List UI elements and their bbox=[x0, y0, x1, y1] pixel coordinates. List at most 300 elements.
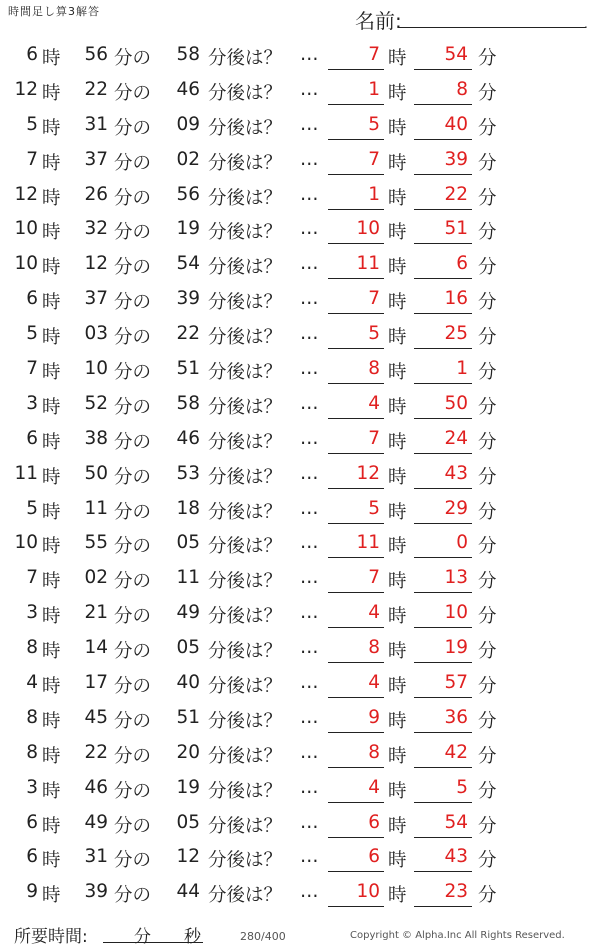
ellipsis: … bbox=[300, 532, 319, 554]
answer-minute: 23 bbox=[444, 881, 468, 903]
problem-row bbox=[0, 736, 600, 771]
added-minutes: 53 bbox=[176, 462, 200, 484]
minutes-after-label: 分後は？ bbox=[208, 292, 283, 314]
minutes-after-label: 分後は？ bbox=[208, 222, 283, 244]
answer-minute-label: 分 bbox=[478, 222, 497, 244]
answer-hour-label: 時 bbox=[388, 362, 407, 384]
added-minutes: 02 bbox=[176, 148, 200, 170]
minute-of-label: 分の bbox=[114, 82, 152, 104]
hour-label: 時 bbox=[42, 82, 61, 104]
answer-minute: 42 bbox=[444, 741, 468, 763]
answer-hour-line bbox=[328, 348, 384, 349]
hour-label: 時 bbox=[42, 536, 61, 558]
answer-hour: 6 bbox=[368, 811, 380, 833]
hour-label: 時 bbox=[42, 222, 61, 244]
minute-of-label: 分の bbox=[114, 571, 152, 593]
answer-hour-line bbox=[328, 488, 384, 489]
added-minutes: 51 bbox=[176, 706, 200, 728]
answer-hour-line bbox=[328, 906, 384, 907]
ellipsis: … bbox=[300, 392, 319, 414]
answer-minute-label: 分 bbox=[478, 117, 497, 139]
start-minute: 49 bbox=[84, 811, 108, 833]
answer-minute-label: 分 bbox=[478, 536, 497, 558]
problem-row bbox=[0, 561, 600, 596]
answer-minute-line bbox=[414, 557, 472, 558]
start-hour: 3 bbox=[26, 776, 38, 798]
start-minute: 12 bbox=[84, 253, 108, 275]
answer-hour-label: 時 bbox=[388, 501, 407, 523]
start-minute: 37 bbox=[84, 288, 108, 310]
answer-minute: 25 bbox=[444, 323, 468, 345]
answer-hour: 9 bbox=[368, 706, 380, 728]
minutes-after-label: 分後は？ bbox=[208, 571, 283, 593]
answer-minute-line bbox=[414, 767, 472, 768]
ellipsis: … bbox=[300, 567, 319, 589]
start-minute: 11 bbox=[84, 497, 108, 519]
answer-minute: 40 bbox=[444, 113, 468, 135]
answer-minute-line bbox=[414, 837, 472, 838]
start-minute: 21 bbox=[84, 602, 108, 624]
minute-of-label: 分の bbox=[114, 152, 152, 174]
minute-of-label: 分の bbox=[114, 396, 152, 418]
start-minute: 56 bbox=[84, 44, 108, 65]
answer-hour: 11 bbox=[356, 532, 380, 554]
minutes-after-label: 分後は？ bbox=[208, 710, 283, 732]
minutes-after-label: 分後は？ bbox=[208, 82, 283, 104]
start-minute: 02 bbox=[84, 567, 108, 589]
answer-hour: 7 bbox=[368, 44, 380, 65]
answer-minute-line bbox=[414, 732, 472, 733]
answer-hour: 10 bbox=[356, 881, 380, 903]
hour-label: 時 bbox=[42, 327, 61, 349]
name-dot: . bbox=[584, 17, 588, 31]
minutes-after-label: 分後は？ bbox=[208, 466, 283, 488]
answer-minute: 1 bbox=[456, 358, 468, 380]
problem-row bbox=[0, 771, 600, 806]
answer-hour-line bbox=[328, 383, 384, 384]
problem-row bbox=[0, 178, 600, 213]
added-minutes: 40 bbox=[176, 672, 200, 694]
problem-row bbox=[0, 806, 600, 841]
answer-minute: 43 bbox=[444, 462, 468, 484]
hour-label: 時 bbox=[42, 885, 61, 907]
problem-row bbox=[0, 526, 600, 561]
start-hour: 9 bbox=[26, 881, 38, 903]
name-label: 名前: bbox=[355, 9, 402, 33]
answer-hour: 5 bbox=[368, 113, 380, 135]
problem-row bbox=[0, 247, 600, 282]
minute-of-label: 分の bbox=[114, 257, 152, 279]
problem-row bbox=[0, 73, 600, 108]
added-minutes: 11 bbox=[176, 567, 200, 589]
added-minutes: 58 bbox=[176, 392, 200, 414]
answer-hour-label: 時 bbox=[388, 641, 407, 663]
answer-minute-label: 分 bbox=[478, 780, 497, 802]
start-hour: 12 bbox=[14, 183, 38, 205]
problem-row bbox=[0, 875, 600, 910]
minute-of-label: 分の bbox=[114, 606, 152, 628]
minute-of-label: 分の bbox=[114, 48, 152, 69]
answer-hour-line bbox=[328, 627, 384, 628]
answer-minute-line bbox=[414, 313, 472, 314]
answer-minute-label: 分 bbox=[478, 396, 497, 418]
start-minute: 31 bbox=[84, 113, 108, 135]
answer-hour: 5 bbox=[368, 497, 380, 519]
start-hour: 5 bbox=[26, 113, 38, 135]
answer-hour-label: 時 bbox=[388, 606, 407, 628]
start-minute: 03 bbox=[84, 323, 108, 345]
start-hour: 3 bbox=[26, 602, 38, 624]
minutes-after-label: 分後は？ bbox=[208, 48, 283, 69]
minute-of-label: 分の bbox=[114, 362, 152, 384]
ellipsis: … bbox=[300, 323, 319, 345]
ellipsis: … bbox=[300, 672, 319, 694]
minute-of-label: 分の bbox=[114, 676, 152, 698]
start-minute: 55 bbox=[84, 532, 108, 554]
minutes-after-label: 分後は？ bbox=[208, 676, 283, 698]
answer-hour: 11 bbox=[356, 253, 380, 275]
hour-label: 時 bbox=[42, 292, 61, 314]
ellipsis: … bbox=[300, 44, 319, 65]
start-minute: 50 bbox=[84, 462, 108, 484]
answer-minute: 0 bbox=[456, 532, 468, 554]
answer-hour-line bbox=[328, 313, 384, 314]
problem-row bbox=[0, 701, 600, 736]
answer-hour: 7 bbox=[368, 148, 380, 170]
start-minute: 39 bbox=[84, 881, 108, 903]
minutes-after-label: 分後は？ bbox=[208, 780, 283, 802]
answer-minute-line bbox=[414, 348, 472, 349]
answer-minute: 19 bbox=[444, 637, 468, 659]
answer-minute: 36 bbox=[444, 706, 468, 728]
answer-hour-label: 時 bbox=[388, 536, 407, 558]
start-minute: 46 bbox=[84, 776, 108, 798]
answer-minute: 50 bbox=[444, 392, 468, 414]
minute-of-label: 分の bbox=[114, 710, 152, 732]
ellipsis: … bbox=[300, 253, 319, 275]
minute-of-label: 分の bbox=[114, 850, 152, 872]
answer-hour: 7 bbox=[368, 427, 380, 449]
answer-minute: 29 bbox=[444, 497, 468, 519]
added-minutes: 18 bbox=[176, 497, 200, 519]
answer-minute: 54 bbox=[444, 44, 468, 65]
hour-label: 時 bbox=[42, 710, 61, 732]
problem-row bbox=[0, 387, 600, 422]
start-hour: 8 bbox=[26, 637, 38, 659]
answer-hour-label: 時 bbox=[388, 187, 407, 209]
answer-minute-label: 分 bbox=[478, 710, 497, 732]
answer-minute-label: 分 bbox=[478, 885, 497, 907]
answer-hour-line bbox=[328, 69, 384, 70]
hour-label: 時 bbox=[42, 257, 61, 279]
answer-hour-line bbox=[328, 139, 384, 140]
ellipsis: … bbox=[300, 218, 319, 240]
answer-hour-line bbox=[328, 557, 384, 558]
page-number: 280/400 bbox=[240, 930, 286, 943]
answer-minute: 54 bbox=[444, 811, 468, 833]
name-input-line[interactable] bbox=[398, 27, 586, 28]
start-hour: 5 bbox=[26, 497, 38, 519]
minutes-after-label: 分後は？ bbox=[208, 362, 283, 384]
added-minutes: 05 bbox=[176, 532, 200, 554]
answer-hour-label: 時 bbox=[388, 710, 407, 732]
answer-hour-line bbox=[328, 697, 384, 698]
hour-label: 時 bbox=[42, 850, 61, 872]
hour-label: 時 bbox=[42, 815, 61, 837]
minutes-after-label: 分後は？ bbox=[208, 606, 283, 628]
minute-of-label: 分の bbox=[114, 431, 152, 453]
minutes-label: 分 bbox=[134, 927, 151, 947]
required-time-label: 所要時間: bbox=[14, 927, 88, 947]
answer-minute: 8 bbox=[456, 78, 468, 100]
answer-minute-line bbox=[414, 802, 472, 803]
answer-minute-line bbox=[414, 278, 472, 279]
answer-hour-label: 時 bbox=[388, 222, 407, 244]
answer-minute-line bbox=[414, 592, 472, 593]
hour-label: 時 bbox=[42, 501, 61, 523]
answer-hour-line bbox=[328, 278, 384, 279]
answer-hour-label: 時 bbox=[388, 815, 407, 837]
minutes-after-label: 分後は？ bbox=[208, 396, 283, 418]
answer-hour-line bbox=[328, 802, 384, 803]
ellipsis: … bbox=[300, 78, 319, 100]
copyright: Copyright © Alpha.Inc All Rights Reserved. bbox=[350, 930, 565, 941]
answer-hour-line bbox=[328, 523, 384, 524]
answer-minute-line bbox=[414, 139, 472, 140]
ellipsis: … bbox=[300, 881, 319, 903]
minute-of-label: 分の bbox=[114, 536, 152, 558]
answer-hour-line bbox=[328, 871, 384, 872]
answer-minute-label: 分 bbox=[478, 362, 497, 384]
answer-minute-line bbox=[414, 418, 472, 419]
start-hour: 7 bbox=[26, 358, 38, 380]
answer-hour-label: 時 bbox=[388, 885, 407, 907]
problem-list bbox=[0, 38, 600, 910]
answer-minute: 5 bbox=[456, 776, 468, 798]
minute-of-label: 分の bbox=[114, 117, 152, 139]
answer-hour: 6 bbox=[368, 846, 380, 868]
start-hour: 10 bbox=[14, 253, 38, 275]
answer-hour: 4 bbox=[368, 602, 380, 624]
ellipsis: … bbox=[300, 183, 319, 205]
worksheet-title: 時間足し算3解答 bbox=[8, 5, 100, 18]
minutes-after-label: 分後は？ bbox=[208, 641, 283, 663]
answer-minute-label: 分 bbox=[478, 152, 497, 174]
problem-row bbox=[0, 143, 600, 178]
answer-minute-label: 分 bbox=[478, 466, 497, 488]
minute-of-label: 分の bbox=[114, 815, 152, 837]
answer-hour: 4 bbox=[368, 392, 380, 414]
answer-hour-label: 時 bbox=[388, 48, 407, 69]
hour-label: 時 bbox=[42, 152, 61, 174]
ellipsis: … bbox=[300, 637, 319, 659]
answer-minute: 22 bbox=[444, 183, 468, 205]
minutes-after-label: 分後は？ bbox=[208, 187, 283, 209]
answer-minute-line bbox=[414, 383, 472, 384]
problem-row bbox=[0, 108, 600, 143]
ellipsis: … bbox=[300, 427, 319, 449]
answer-hour: 5 bbox=[368, 323, 380, 345]
start-minute: 14 bbox=[84, 637, 108, 659]
footer bbox=[0, 918, 600, 948]
added-minutes: 19 bbox=[176, 218, 200, 240]
start-hour: 8 bbox=[26, 741, 38, 763]
answer-hour-line bbox=[328, 837, 384, 838]
answer-hour: 1 bbox=[368, 78, 380, 100]
added-minutes: 05 bbox=[176, 637, 200, 659]
ellipsis: … bbox=[300, 358, 319, 380]
answer-minute-label: 分 bbox=[478, 606, 497, 628]
answer-hour-line bbox=[328, 174, 384, 175]
start-minute: 17 bbox=[84, 672, 108, 694]
hour-label: 時 bbox=[42, 606, 61, 628]
answer-hour-label: 時 bbox=[388, 676, 407, 698]
minute-of-label: 分の bbox=[114, 222, 152, 244]
added-minutes: 05 bbox=[176, 811, 200, 833]
answer-minute-line bbox=[414, 69, 472, 70]
hour-label: 時 bbox=[42, 641, 61, 663]
minutes-after-label: 分後は？ bbox=[208, 257, 283, 279]
added-minutes: 54 bbox=[176, 253, 200, 275]
added-minutes: 58 bbox=[176, 44, 200, 65]
ellipsis: … bbox=[300, 602, 319, 624]
answer-minute-label: 分 bbox=[478, 571, 497, 593]
answer-minute-line bbox=[414, 453, 472, 454]
problem-row bbox=[0, 352, 600, 387]
problem-row bbox=[0, 282, 600, 317]
answer-hour-label: 時 bbox=[388, 780, 407, 802]
start-minute: 22 bbox=[84, 741, 108, 763]
answer-hour-line bbox=[328, 418, 384, 419]
answer-minute-label: 分 bbox=[478, 431, 497, 453]
start-minute: 37 bbox=[84, 148, 108, 170]
hour-label: 時 bbox=[42, 466, 61, 488]
seconds-label: 秒 bbox=[184, 927, 201, 947]
start-hour: 6 bbox=[26, 846, 38, 868]
start-minute: 26 bbox=[84, 183, 108, 205]
minute-of-label: 分の bbox=[114, 292, 152, 314]
minutes-after-label: 分後は？ bbox=[208, 327, 283, 349]
answer-minute-label: 分 bbox=[478, 292, 497, 314]
minutes-after-label: 分後は？ bbox=[208, 815, 283, 837]
added-minutes: 51 bbox=[176, 358, 200, 380]
answer-minute-line bbox=[414, 174, 472, 175]
answer-hour: 4 bbox=[368, 672, 380, 694]
ellipsis: … bbox=[300, 113, 319, 135]
answer-minute-line bbox=[414, 488, 472, 489]
answer-hour-line bbox=[328, 243, 384, 244]
minutes-after-label: 分後は？ bbox=[208, 152, 283, 174]
ellipsis: … bbox=[300, 288, 319, 310]
answer-hour-label: 時 bbox=[388, 850, 407, 872]
answer-minute-label: 分 bbox=[478, 257, 497, 279]
answer-minute-line bbox=[414, 104, 472, 105]
start-hour: 6 bbox=[26, 288, 38, 310]
hour-label: 時 bbox=[42, 362, 61, 384]
answer-minute-line bbox=[414, 906, 472, 907]
minute-of-label: 分の bbox=[114, 885, 152, 907]
answer-hour-label: 時 bbox=[388, 745, 407, 767]
answer-hour-line bbox=[328, 732, 384, 733]
start-hour: 6 bbox=[26, 811, 38, 833]
start-minute: 31 bbox=[84, 846, 108, 868]
start-minute: 10 bbox=[84, 358, 108, 380]
answer-hour: 7 bbox=[368, 288, 380, 310]
added-minutes: 49 bbox=[176, 602, 200, 624]
start-minute: 32 bbox=[84, 218, 108, 240]
answer-hour-label: 時 bbox=[388, 292, 407, 314]
ellipsis: … bbox=[300, 497, 319, 519]
added-minutes: 44 bbox=[176, 881, 200, 903]
start-hour: 10 bbox=[14, 218, 38, 240]
hour-label: 時 bbox=[42, 396, 61, 418]
problem-row bbox=[0, 212, 600, 247]
ellipsis: … bbox=[300, 776, 319, 798]
answer-minute: 13 bbox=[444, 567, 468, 589]
minute-of-label: 分の bbox=[114, 187, 152, 209]
start-hour: 6 bbox=[26, 44, 38, 65]
added-minutes: 12 bbox=[176, 846, 200, 868]
ellipsis: … bbox=[300, 148, 319, 170]
answer-minute-line bbox=[414, 662, 472, 663]
answer-minute-label: 分 bbox=[478, 48, 497, 69]
answer-minute: 51 bbox=[444, 218, 468, 240]
problem-row bbox=[0, 631, 600, 666]
answer-minute: 57 bbox=[444, 672, 468, 694]
answer-minute-line bbox=[414, 243, 472, 244]
answer-minute-label: 分 bbox=[478, 641, 497, 663]
answer-minute-label: 分 bbox=[478, 815, 497, 837]
problem-row bbox=[0, 38, 600, 73]
answer-minute-line bbox=[414, 209, 472, 210]
answer-hour: 8 bbox=[368, 637, 380, 659]
minutes-after-label: 分後は？ bbox=[208, 501, 283, 523]
answer-minute-line bbox=[414, 697, 472, 698]
added-minutes: 39 bbox=[176, 288, 200, 310]
answer-hour: 4 bbox=[368, 776, 380, 798]
ellipsis: … bbox=[300, 811, 319, 833]
added-minutes: 56 bbox=[176, 183, 200, 205]
start-minute: 52 bbox=[84, 392, 108, 414]
start-hour: 12 bbox=[14, 78, 38, 100]
answer-hour-label: 時 bbox=[388, 431, 407, 453]
answer-minute-label: 分 bbox=[478, 187, 497, 209]
answer-hour-line bbox=[328, 104, 384, 105]
answer-hour-line bbox=[328, 767, 384, 768]
start-hour: 3 bbox=[26, 392, 38, 414]
answer-minute: 39 bbox=[444, 148, 468, 170]
start-minute: 38 bbox=[84, 427, 108, 449]
problem-row bbox=[0, 596, 600, 631]
hour-label: 時 bbox=[42, 745, 61, 767]
answer-hour-line bbox=[328, 453, 384, 454]
answer-hour-line bbox=[328, 209, 384, 210]
added-minutes: 22 bbox=[176, 323, 200, 345]
answer-hour: 10 bbox=[356, 218, 380, 240]
answer-hour-label: 時 bbox=[388, 257, 407, 279]
problem-row bbox=[0, 317, 600, 352]
start-hour: 7 bbox=[26, 567, 38, 589]
answer-minute: 6 bbox=[456, 253, 468, 275]
answer-hour: 7 bbox=[368, 567, 380, 589]
minutes-after-label: 分後は？ bbox=[208, 536, 283, 558]
answer-hour-label: 時 bbox=[388, 117, 407, 139]
answer-hour-label: 時 bbox=[388, 396, 407, 418]
start-minute: 45 bbox=[84, 706, 108, 728]
answer-hour: 1 bbox=[368, 183, 380, 205]
answer-minute: 24 bbox=[444, 427, 468, 449]
hour-label: 時 bbox=[42, 187, 61, 209]
